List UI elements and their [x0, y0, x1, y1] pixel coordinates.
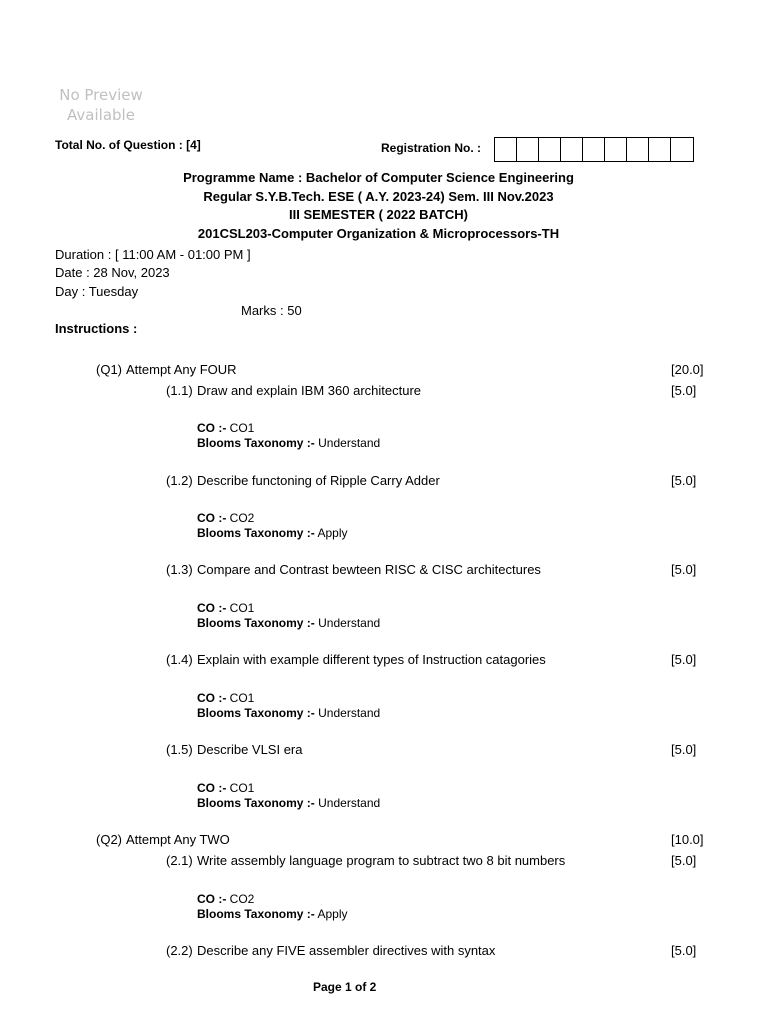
- sub-question-number: (1.5): [166, 742, 193, 757]
- sub-question-number: (2.1): [166, 853, 193, 868]
- co-label: CO :-: [197, 781, 227, 795]
- blooms-value: Understand: [318, 616, 381, 630]
- logo-placeholder: [56, 85, 146, 125]
- blooms-value: Understand: [318, 796, 381, 810]
- exam-day: Day : Tuesday: [55, 284, 139, 299]
- registration-digit-box[interactable]: [561, 138, 583, 161]
- sub-question-text: Draw and explain IBM 360 architecture: [197, 383, 422, 398]
- logo-placeholder-line2: Available: [67, 106, 135, 124]
- sub-question-text: Describe functoning of Ripple Carry Adder: [197, 473, 440, 488]
- co-value: CO2: [229, 892, 255, 906]
- blooms-value: Understand: [318, 706, 381, 720]
- sub-question-marks: [5.0]: [671, 853, 697, 868]
- co-line: [197, 511, 254, 525]
- blooms-label: Blooms Taxonomy :-: [197, 796, 315, 810]
- sub-question-marks: [5.0]: [671, 473, 697, 488]
- blooms-label: Blooms Taxonomy :-: [197, 436, 315, 450]
- sub-question-marks: [5.0]: [671, 943, 697, 958]
- sub-question-marks: [5.0]: [671, 562, 697, 577]
- total-marks: Marks : 50: [241, 303, 302, 318]
- sub-question-number: (1.4): [166, 652, 193, 667]
- registration-digit-box[interactable]: [539, 138, 561, 161]
- blooms-label: Blooms Taxonomy :-: [197, 616, 315, 630]
- co-value: CO1: [229, 781, 255, 795]
- co-label: CO :-: [197, 691, 227, 705]
- sub-question-text: Compare and Contrast bewteen RISC & CISC architectures: [197, 562, 541, 577]
- question-text: Attempt Any TWO: [126, 832, 230, 847]
- co-label: CO :-: [197, 601, 227, 615]
- registration-number-boxes: [494, 137, 694, 162]
- co-label: CO :-: [197, 511, 227, 525]
- co-value: CO1: [229, 601, 255, 615]
- sub-question-text: Explain with example different types of Instruction catagories: [197, 652, 546, 667]
- sub-question-number: (1.1): [166, 383, 193, 398]
- blooms-value: Apply: [317, 907, 348, 921]
- question-number: (Q1): [96, 362, 122, 377]
- sub-question-text: Write assembly language program to subtract two 8 bit numbers: [197, 853, 566, 868]
- registration-digit-box[interactable]: [627, 138, 649, 161]
- co-line: [197, 691, 254, 705]
- sub-question-number: (1.2): [166, 473, 193, 488]
- blooms-label: Blooms Taxonomy :-: [197, 907, 315, 921]
- registration-digit-box[interactable]: [495, 138, 517, 161]
- question-marks: [20.0]: [671, 362, 704, 377]
- logo-placeholder-line1: No Preview: [59, 86, 143, 104]
- question-marks: [10.0]: [671, 832, 704, 847]
- sub-question-text: Describe VLSI era: [197, 742, 303, 757]
- exam-line: Regular S.Y.B.Tech. ESE ( A.Y. 2023-24) Sem. III Nov.2023: [203, 189, 554, 204]
- registration-digit-box[interactable]: [517, 138, 539, 161]
- blooms-value: Understand: [318, 436, 381, 450]
- blooms-label: Blooms Taxonomy :-: [197, 706, 315, 720]
- registration-digit-box[interactable]: [583, 138, 605, 161]
- co-line: [197, 601, 254, 615]
- registration-label: Registration No. :: [381, 141, 482, 155]
- duration: Duration : [ 11:00 AM - 01:00 PM ]: [55, 247, 251, 262]
- semester: III SEMESTER ( 2022 BATCH): [289, 207, 468, 222]
- sub-question-marks: [5.0]: [671, 652, 697, 667]
- co-label: CO :-: [197, 892, 227, 906]
- blooms-line: [197, 436, 380, 450]
- registration-digit-box[interactable]: [671, 138, 693, 161]
- co-line: [197, 421, 254, 435]
- page-number: Page 1 of 2: [313, 980, 377, 994]
- sub-question-text: Describe any FIVE assembler directives with syntax: [197, 943, 496, 958]
- blooms-line: [197, 526, 348, 540]
- blooms-value: Apply: [317, 526, 348, 540]
- co-label: CO :-: [197, 421, 227, 435]
- co-line: [197, 892, 254, 906]
- co-value: CO1: [229, 421, 255, 435]
- blooms-line: [197, 907, 348, 921]
- instructions-heading: Instructions :: [55, 321, 138, 336]
- co-value: CO1: [229, 691, 255, 705]
- blooms-line: [197, 706, 380, 720]
- blooms-label: Blooms Taxonomy :-: [197, 526, 315, 540]
- exam-date: Date : 28 Nov, 2023: [55, 265, 170, 280]
- question-number: (Q2): [96, 832, 122, 847]
- co-value: CO2: [229, 511, 255, 525]
- course-title: 201CSL203-Computer Organization & Microprocessors-TH: [197, 226, 560, 241]
- sub-question-marks: [5.0]: [671, 383, 697, 398]
- total-questions: Total No. of Question : [4]: [55, 138, 201, 152]
- registration-digit-box[interactable]: [649, 138, 671, 161]
- blooms-line: [197, 616, 380, 630]
- sub-question-number: (2.2): [166, 943, 193, 958]
- sub-question-number: (1.3): [166, 562, 193, 577]
- co-line: [197, 781, 254, 795]
- question-text: Attempt Any FOUR: [126, 362, 237, 377]
- registration-digit-box[interactable]: [605, 138, 627, 161]
- blooms-line: [197, 796, 380, 810]
- programme-name: Programme Name : Bachelor of Computer Science Engineering: [183, 170, 574, 185]
- sub-question-marks: [5.0]: [671, 742, 697, 757]
